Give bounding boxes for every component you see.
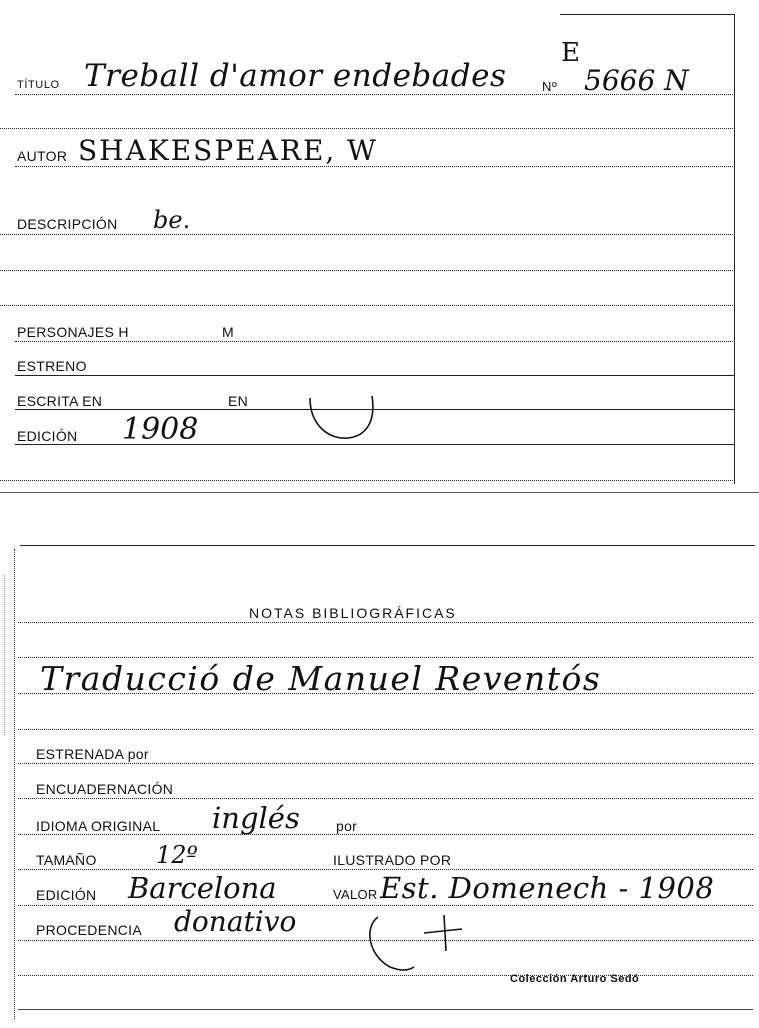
encuadernacion-line: [18, 798, 753, 799]
valor-value: Est. Domenech - 1908: [380, 871, 715, 905]
tamano-value: 12º: [156, 841, 198, 869]
collection-footer: Colección Arturo Sedó: [510, 973, 640, 985]
escrita-en2-label: EN: [228, 393, 249, 409]
rule-bottom: [0, 480, 735, 481]
autor-line: [15, 166, 735, 167]
notas-heading: NOTAS BIBLIOGRÁFICAS: [249, 605, 457, 621]
punch-hole-icon: [360, 911, 470, 973]
estrenada-line: [18, 763, 753, 764]
tamano-line: [18, 869, 753, 870]
idioma-original-label: IDIOMA ORIGINAL: [36, 818, 161, 834]
encuadernacion-label: ENCUADERNACIÓN: [36, 781, 174, 797]
autor-label: AUTOR: [17, 148, 68, 164]
edicion2-value: Barcelona: [128, 871, 277, 905]
estrenada-por-label: ESTRENADA por: [36, 746, 149, 762]
rule-a: [18, 657, 753, 658]
idioma-original-value: inglés: [212, 801, 300, 835]
numero-label: Nº: [542, 79, 558, 94]
idioma-line: [18, 834, 753, 835]
card-right-edge: [734, 14, 735, 484]
descripcion-line: [0, 234, 735, 235]
estreno-line: [15, 375, 735, 376]
notas-value: Traducció de Manuel Reventós: [40, 659, 602, 698]
rule-2: [0, 270, 735, 271]
procedencia-label: PROCEDENCIA: [36, 922, 142, 938]
titulo-value: Treball d'amor endebades: [84, 58, 507, 94]
card-top-edge: [560, 14, 734, 15]
personajes-line: [15, 341, 735, 342]
valor-label: VALOR: [333, 887, 378, 902]
rule-1: [0, 128, 735, 129]
descripcion-label: DESCRIPCIÓN: [17, 216, 118, 232]
rule-3: [0, 305, 735, 306]
edicion-value: 1908: [122, 412, 199, 447]
notas-line: [18, 693, 753, 694]
edicion2-line: [18, 905, 753, 906]
descripcion-value: be.: [153, 206, 191, 234]
heading-line: [18, 622, 753, 623]
titulo-line: [15, 94, 735, 95]
autor-value: SHAKESPEARE, W: [78, 134, 378, 167]
por-label: por: [336, 818, 358, 834]
card2-top-edge: [20, 545, 755, 546]
catalog-card-bottom: [0, 535, 759, 1028]
card-divider: [0, 492, 759, 493]
punch-hole-icon: [300, 392, 380, 444]
card2-left-noise: [4, 575, 5, 735]
titulo-label: TÍTULO: [17, 79, 60, 91]
tamano-label: TAMAÑO: [36, 852, 97, 868]
card2-bottom-edge: [18, 1009, 753, 1010]
personajes-h-label: PERSONAJES H: [17, 324, 129, 340]
edicion-line: [15, 444, 735, 445]
ilustrado-por-label: ILUSTRADO POR: [333, 852, 452, 868]
procedencia-value: donativo: [174, 905, 297, 938]
edicion-label: EDICIÓN: [17, 428, 78, 444]
numero-prefix: E: [561, 38, 580, 68]
escrita-en-label: ESCRITA EN: [17, 393, 103, 409]
rule-bottom-2: [18, 975, 753, 976]
edicion2-label: EDICIÓN: [36, 887, 97, 903]
estreno-label: ESTRENO: [17, 358, 87, 374]
card2-left-edge: [14, 549, 15, 1019]
numero-value: 5666 N: [584, 64, 689, 97]
personajes-m-label: M: [222, 324, 234, 340]
rule-b: [18, 729, 753, 730]
catalog-card-top: [0, 0, 759, 495]
